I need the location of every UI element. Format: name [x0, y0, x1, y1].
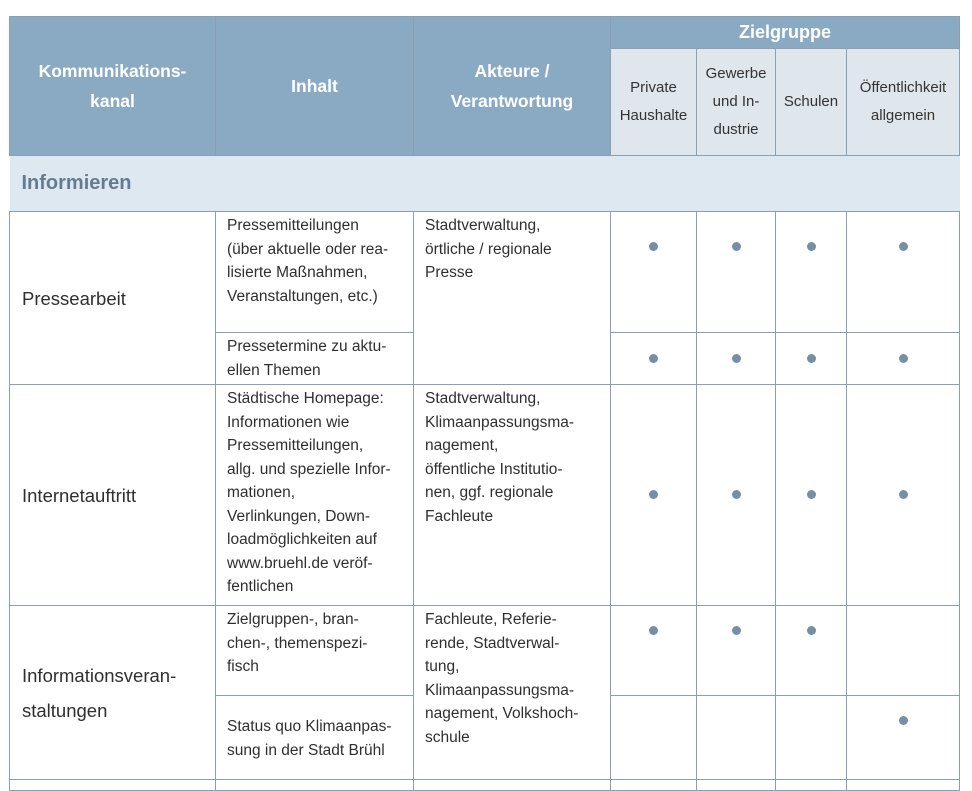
header-target-schulen: [776, 49, 847, 156]
inhalt-line: Städtische Homepage:: [227, 390, 384, 407]
table-row-cutoff: [611, 780, 697, 791]
table-row-cutoff: [776, 780, 847, 791]
target-dot: [732, 242, 741, 251]
header-target-line: dustrie: [713, 121, 759, 138]
inhalt-pressetermine: [216, 333, 414, 385]
header-target-line: allgemein: [870, 107, 936, 124]
header-target-line: Private: [630, 79, 677, 96]
target-cell: [776, 212, 847, 333]
inhalt-line: Pressetermine zu aktu-: [227, 338, 387, 355]
akteure-line: rende, Stadtverwal-: [425, 634, 560, 652]
table-row-cutoff: [697, 780, 776, 791]
target-cell: [847, 212, 960, 333]
target-dot: [807, 354, 816, 363]
inhalt-line: Informationen wie: [227, 413, 350, 431]
table-row-cutoff: [847, 780, 960, 791]
target-cell: [611, 385, 697, 606]
section-title: Informieren: [10, 156, 960, 212]
akteure-line: schule: [425, 728, 470, 746]
target-cell: [697, 696, 776, 780]
kanal-line: Informationsveran-: [22, 664, 177, 686]
akteure-line: Stadtverwaltung,: [425, 217, 541, 234]
target-cell: [847, 333, 960, 385]
header-akteure-line: Akteure /: [474, 61, 550, 81]
inhalt-zielgruppen: [216, 606, 414, 696]
target-cell: [697, 385, 776, 606]
header-inhalt: Inhalt: [216, 17, 414, 156]
target-cell: [611, 696, 697, 780]
target-dot: [807, 490, 816, 499]
header-target-gewerbe: [697, 49, 776, 156]
inhalt-line: Veranstaltungen, etc.): [227, 287, 378, 305]
inhalt-line: www.bruehl.de veröf-: [227, 554, 373, 572]
target-cell: [697, 333, 776, 385]
target-dot: [649, 354, 658, 363]
inhalt-line: ellen Themen: [227, 361, 321, 379]
target-dot: [899, 354, 908, 363]
header-kanal-line: Kommunikations-: [38, 61, 187, 81]
header-target-oeffentlichkeit: [847, 49, 960, 156]
header-akteure-line: Verantwortung: [450, 91, 574, 111]
header-target-line: Schulen: [783, 93, 839, 110]
target-cell: [697, 606, 776, 696]
header-kanal-line: kanal: [90, 91, 135, 111]
akteure-line: Stadtverwaltung,: [425, 390, 541, 407]
inhalt-line: Pressemitteilungen,: [227, 437, 364, 454]
inhalt-line: sung in der Stadt Brühl: [227, 741, 385, 759]
target-dot: [807, 626, 816, 635]
akteure-line: öffentliche Institutio-: [425, 460, 563, 478]
kanal-informationsveranstaltungen: [10, 606, 216, 780]
akteure-internetauftritt: [414, 385, 611, 606]
header-target-line: und In-: [712, 93, 760, 110]
target-dot: [649, 626, 658, 635]
akteure-line: Klimaanpassungsma-: [425, 413, 575, 431]
table-row-cutoff: [10, 780, 216, 791]
target-cell: [776, 606, 847, 696]
inhalt-line: allg. und spezielle Infor-: [227, 460, 391, 478]
kanal-line: staltungen: [22, 699, 108, 721]
akteure-pressearbeit: [414, 212, 611, 385]
inhalt-line: Zielgruppen-, bran-: [227, 611, 359, 628]
target-cell: [611, 606, 697, 696]
inhalt-line: Status quo Klimaanpas-: [227, 718, 392, 735]
target-cell: [847, 696, 960, 780]
target-dot: [899, 242, 908, 251]
target-cell: [847, 606, 960, 696]
inhalt-line: loadmöglichkeiten auf: [227, 531, 377, 548]
inhalt-line: (über aktuelle oder rea-: [227, 240, 389, 258]
target-cell: [847, 385, 960, 606]
akteure-line: örtliche / regionale: [425, 240, 552, 258]
communication-table: [9, 16, 960, 791]
inhalt-homepage: [216, 385, 414, 606]
target-dot: [649, 242, 658, 251]
header-zielgruppe: Zielgruppe: [611, 17, 960, 49]
header-akteure: [414, 17, 611, 156]
akteure-line: nagement, Volkshoch-: [425, 705, 579, 722]
target-cell: [697, 212, 776, 333]
inhalt-line: lisierte Maßnahmen,: [227, 264, 368, 281]
target-dot: [732, 354, 741, 363]
inhalt-line: chen-, themenspezi-: [227, 634, 368, 652]
akteure-informationsveranstaltungen: [414, 606, 611, 780]
kanal-pressearbeit: Pressearbeit: [10, 212, 216, 385]
inhalt-pressemitteilungen: [216, 212, 414, 333]
inhalt-line: mationen,: [227, 484, 296, 501]
inhalt-line: fentlichen: [227, 578, 294, 595]
target-cell: [776, 385, 847, 606]
header-kanal: [10, 17, 216, 156]
akteure-line: Presse: [425, 264, 474, 281]
target-cell: [611, 333, 697, 385]
table-row-cutoff: [216, 780, 414, 791]
akteure-line: nagement,: [425, 437, 499, 454]
akteure-line: nen, ggf. regionale: [425, 484, 554, 501]
inhalt-line: Pressemitteilungen: [227, 217, 359, 234]
target-cell: [776, 696, 847, 780]
akteure-line: Fachleute, Referie-: [425, 611, 557, 628]
header-target-line: Gewerbe: [705, 65, 767, 82]
akteure-line: Fachleute: [425, 507, 494, 525]
kanal-internetauftritt: Internetauftritt: [10, 385, 216, 606]
akteure-line: Klimaanpassungsma-: [425, 681, 575, 699]
target-dot: [732, 626, 741, 635]
target-dot: [649, 490, 658, 499]
table-row-cutoff: [414, 780, 611, 791]
inhalt-line: fisch: [227, 658, 259, 675]
target-dot: [732, 490, 741, 499]
inhalt-line: Verlinkungen, Down-: [227, 507, 371, 525]
target-dot: [899, 716, 908, 725]
header-target-private: [611, 49, 697, 156]
target-dot: [807, 242, 816, 251]
target-cell: [611, 212, 697, 333]
target-dot: [899, 490, 908, 499]
header-target-line: Haushalte: [619, 107, 688, 124]
header-target-line: Öffentlichkeit: [859, 79, 947, 96]
inhalt-status-quo: [216, 696, 414, 780]
target-cell: [776, 333, 847, 385]
akteure-line: tung,: [425, 658, 460, 675]
